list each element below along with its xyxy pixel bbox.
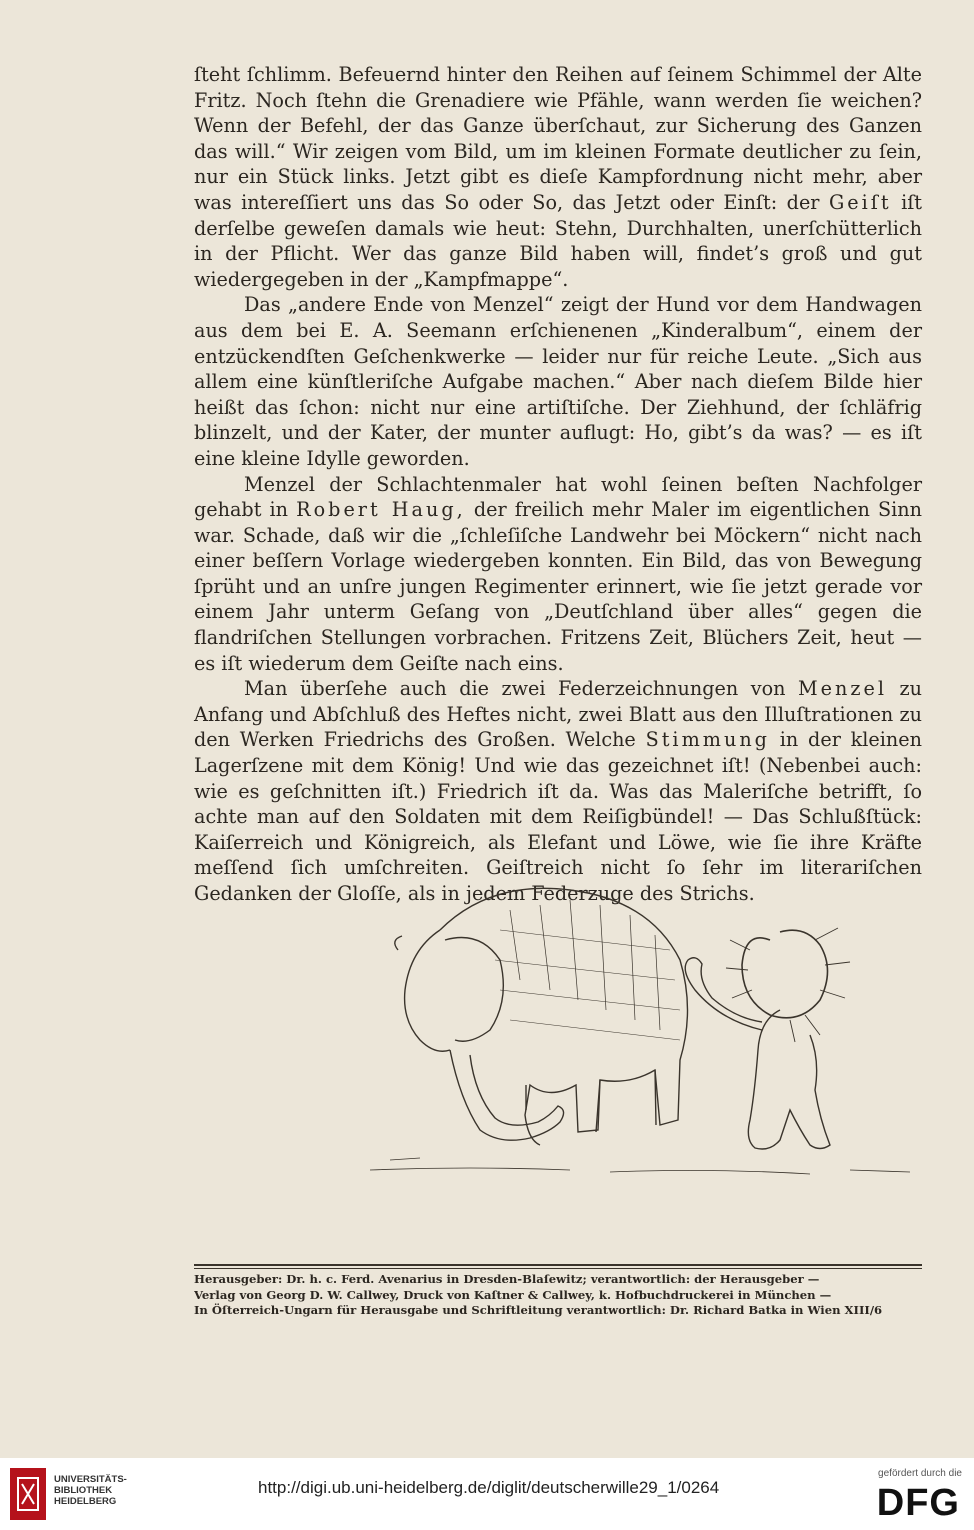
menzel-spaced: Menzel xyxy=(798,677,887,701)
footer-rule-thick xyxy=(194,1264,922,1266)
imprint-line-1: Herausgeber: Dr. h. c. Ferd. Avenarius in Dresden-Blaſewitz; verantwortlich: der Herausgeber — xyxy=(194,1272,820,1286)
stimmung-spaced: Stimmung xyxy=(645,728,770,752)
library-line-1: UNIVERSITÄTS- xyxy=(54,1474,127,1485)
robert-haug-spaced: Robert Haug, xyxy=(296,498,466,522)
p3a-text: Menzel der Schlachtenmaler hat wohl ſeinen beſten Nachfolger gehabt in xyxy=(194,472,922,522)
p1-text: ſteht ſchlimm. Befeuernd hinter den Reihen auf ſeinem Schimmel der Alte Fritz. Noch ſtehn die Grenadiere wie Pfähle, wann werden ſie weichen? Wenn der Befehl, der das Ganze überſchaut, zur Sicherung des Ganzen das will.“ Wir zeigen vom Bild, um im kleinen Formate deutlicher zu ſein, nur ein Stück links. Jetzt gibt es dieſe Kampfordnung nicht mehr, aber was intereſſiert uns das So oder So, das Jetzt oder Einſt: der xyxy=(194,63,922,214)
p4c-text: in der kleinen Lagerſzene mit dem König! Und wie das gezeichnet iſt! (Nebenbei auch: wie es geſchnitten iſt.) Friedrich iſt da. Was das Maleriſche betrifft, ſo achte man auf den Soldaten mit dem Reiſigbündel! — Das Schlußſtück: Kaiſerreich und Königreich, als Elefant und Löwe, wie ſie ihre Kräfte meſſend ſich umſchreiten. Geiſtreich nicht ſo ſehr im literariſchen Gedanken der Gloſſe, als in jedem Federzuge des Strichs. xyxy=(194,728,922,905)
footer-rule-thin xyxy=(194,1268,922,1269)
p1-rest: iſt derſelbe geweſen damals wie heut: Stehn, Durchhalten, unerſchütterlich in der Pflicht. Wer das ganze Bild haben will, findet’s groß und gut wiedergegeben in der „Kampfmappe“. xyxy=(194,190,923,291)
elephant-lion-illustration xyxy=(350,870,930,1200)
permalink-url[interactable]: http://digi.ub.uni-heidelberg.de/diglit/deutscherwille29_1/0264 xyxy=(258,1478,720,1497)
library-name xyxy=(54,1474,127,1507)
imprint-line-3: In Öſterreich-Ungarn für Herausgabe und Schriftleitung verantwortlich: Dr. Richard Batka in Wien XIII/6 xyxy=(194,1303,883,1317)
geist-spaced: Geiſt xyxy=(828,190,892,214)
viewer-footer-bar xyxy=(0,1458,974,1530)
imprint-line-2: Verlag von Georg D. W. Callwey, Druck von Kaſtner & Callwey, k. Hofbuchdruckerei in München — xyxy=(194,1287,832,1302)
p4b-text: zu Anfang und Abſchluß des Heftes nicht, zwei Blatt aus den Illuſtrationen zu den Werken Friedrichs des Großen. Welche xyxy=(194,677,922,752)
library-line-2: BIBLIOTHEK xyxy=(54,1485,113,1496)
article-text xyxy=(194,62,922,907)
paragraph-2: Das „andere Ende von Menzel“ zeigt der Hund vor dem Handwagen aus dem bei E. A. Seemann erſchienenen „Kinderalbum“, einem der entzückendſten Geſchenkwerke — leider nur für reiche Leute. „Sich aus allem eine künſtleriſche Aufgabe machen.“ Aber nach dieſem Bilde hier heißt das ſchon: nicht nur eine artiſtiſche. Der Ziehhund, der ſchläfrig blinzelt, und der Kater, der munter auflugt: Ho, gibt’s da was? — es iſt eine kleine Idylle geworden. xyxy=(194,293,922,470)
imprint-footer xyxy=(194,1272,922,1319)
dfg-logo[interactable]: DFG xyxy=(876,1482,960,1524)
funded-by-label: gefördert durch die xyxy=(878,1468,962,1479)
paragraph-3 xyxy=(194,472,922,677)
p4a-text: Man überſehe auch die zwei Federzeichnungen von xyxy=(244,677,786,701)
ub-heidelberg-logo-icon[interactable] xyxy=(10,1468,46,1520)
paragraph-1 xyxy=(194,62,922,292)
library-line-3: HEIDELBERG xyxy=(54,1496,117,1507)
p3b-text: der freilich mehr Maler im eigentlichen Sinn war. Schade, daß wir die „ſchleſiſche Landwehr bei Möckern“ nicht nach einer beſſern Vorlage wiedergeben konnten. Ein Bild, das von Bewegung ſprüht und an unſre jungen Regimenter erinnert, wie ſie jetzt gerade vor einem Jahr unterm Geſang von „Deutſchland über alles“ gegen die flandriſchen Stellungen vorbrachen. Fritzens Zeit, Blüchers Zeit, heut — es iſt wiederum dem Geiſte nach eins. xyxy=(194,498,922,675)
